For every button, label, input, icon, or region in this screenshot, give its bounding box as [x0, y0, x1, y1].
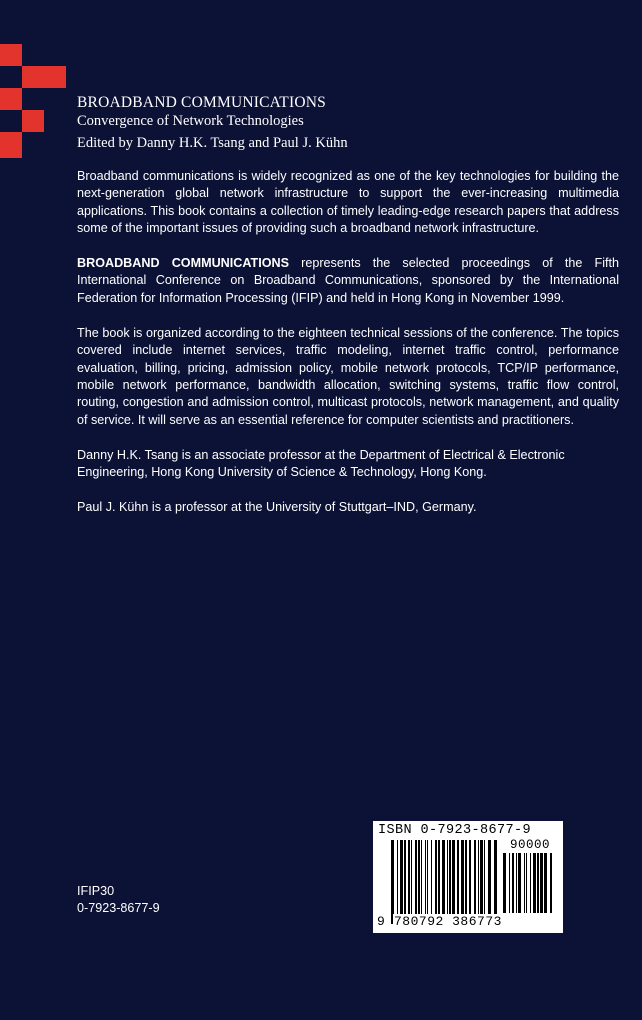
- barcode-bar: [524, 853, 525, 913]
- red-square: [0, 88, 22, 110]
- blurb-paragraph-3: The book is organized according to the eighteen technical sessions of the conference. The topics covered include internet services, traffic modeling, internet traffic control, performance evaluation, billing, pricing, admission policy, mobile network protocols, TCP/IP performance, mobile network performance, bandwidth allocation, switching systems, traffic flow control, routing, congestion and admission control, multicast protocols, network management, and quality of service. It will serve as an essential reference for computer scientists and practitioners.: [77, 326, 619, 427]
- barcode-label: [373, 821, 563, 933]
- decorative-square-pattern: [0, 0, 70, 160]
- book-title: BROADBAND COMMUNICATIONS: [77, 94, 326, 111]
- barcode-bar: [435, 840, 437, 914]
- barcode-bar: [461, 840, 464, 914]
- red-square: [22, 110, 44, 132]
- barcode-bar: [411, 840, 412, 914]
- barcode-bar: [550, 853, 552, 913]
- barcode-bar: [447, 840, 448, 924]
- barcode-bar: [400, 840, 403, 914]
- barcode-bar: [488, 840, 491, 914]
- barcode-bar: [404, 840, 406, 914]
- barcode-bar: [516, 853, 517, 913]
- barcode-bar: [457, 840, 459, 914]
- barcode-bar: [465, 840, 467, 914]
- barcode-bar: [518, 853, 521, 913]
- blurb-paragraph-2-text: represents the selected proceedings of the Fifth International Conference on Broadband Communications, sponsored by the International Federation for Information Processing (IFIP) and held in Hong Kong in November 1999.: [77, 256, 619, 305]
- editor-bio-kuhn: Paul J. Kühn is a professor at the University of Stuttgart–IND, Germany.: [77, 500, 477, 515]
- barcode-bar: [442, 840, 445, 914]
- barcode-bar: [391, 840, 394, 924]
- barcode-bar: [425, 840, 426, 914]
- barcode-isbn-text: ISBN 0-7923-8677-9: [378, 823, 532, 838]
- isbn-plain: 0-7923-8677-9: [77, 901, 160, 915]
- series-info: [77, 883, 160, 917]
- barcode-bar: [540, 853, 543, 913]
- blurb: [77, 168, 619, 535]
- barcode-bar: [537, 853, 539, 913]
- barcode-addon-number: 90000: [509, 838, 550, 852]
- blurb-title-reference: BROADBAND COMMUNICATIONS: [77, 256, 289, 271]
- barcode-bar: [494, 840, 497, 914]
- blurb-paragraph-2: [77, 255, 619, 307]
- book-editors: Edited by Danny H.K. Tsang and Paul J. Kühn: [77, 135, 348, 151]
- red-square: [22, 66, 44, 88]
- barcode-bar: [526, 853, 527, 913]
- barcode-bar: [530, 853, 531, 913]
- barcode-bar: [418, 840, 420, 914]
- barcode-bar: [474, 840, 476, 914]
- red-square: [0, 132, 22, 158]
- barcode-bar: [484, 840, 485, 914]
- barcode-bar: [421, 840, 422, 914]
- barcode-bar: [469, 840, 471, 914]
- book-subtitle: Convergence of Network Technologies: [77, 113, 304, 129]
- ean-digits: 780792 386773: [394, 914, 502, 929]
- series-code: IFIP30: [77, 884, 115, 898]
- barcode-bar: [478, 840, 479, 914]
- ean-barcode-bars: [391, 840, 499, 924]
- barcode-bar: [427, 840, 428, 914]
- title-block: [77, 93, 617, 153]
- ean-first-digit: 9: [377, 914, 385, 929]
- editor-bio-tsang: Danny H.K. Tsang is an associate professor at the Department of Electrical & Electronic Engineering, Hong Kong University of Science & Technology, Hong Kong.: [77, 447, 565, 480]
- barcode-bar: [509, 853, 510, 913]
- barcode-bar: [449, 840, 451, 914]
- red-square: [44, 66, 66, 88]
- barcode-bar: [480, 840, 483, 914]
- blurb-paragraph-1: Broadband communications is widely recognized as one of the key technologies for building the next-generation global network infrastructure to support the ever-increasing multimedia applications. This book contains a collection of timely leading-edge research papers that address some of the important issues of providing such a broadband network infrastructure.: [77, 169, 619, 235]
- addon-barcode-bars: [503, 853, 555, 923]
- barcode-bar: [397, 840, 398, 924]
- barcode-bar: [431, 840, 432, 914]
- red-square: [0, 44, 22, 66]
- barcode-bar: [408, 840, 410, 914]
- barcode-bar: [415, 840, 417, 914]
- barcode-bar: [533, 853, 536, 913]
- barcode-bar: [438, 840, 440, 914]
- barcode-bar: [512, 853, 514, 913]
- barcode-bar: [544, 853, 547, 913]
- barcode-bar: [503, 853, 506, 913]
- barcode-bar: [452, 840, 455, 914]
